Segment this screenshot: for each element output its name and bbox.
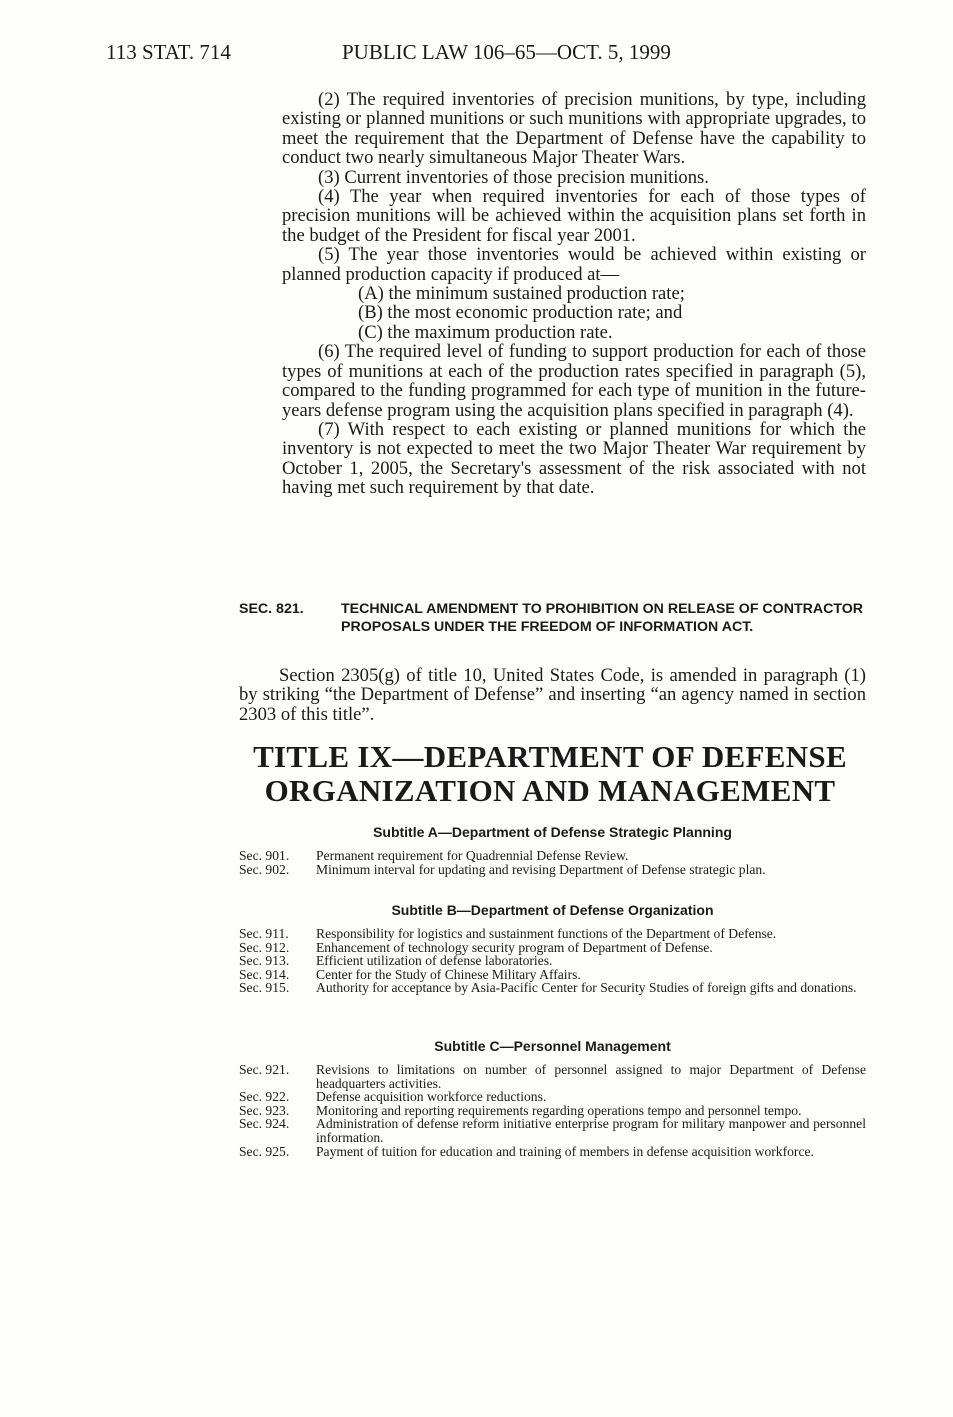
toc-item	[239, 1090, 866, 1104]
toc-item	[239, 849, 866, 863]
public-law-citation: PUBLIC LAW 106–65—OCT. 5, 1999	[342, 40, 671, 64]
subtitle-c-heading: Subtitle C—Personnel Management	[434, 1038, 671, 1054]
section-text: Section 2305(g) of title 10, United States Code, is amended in paragraph (1) by striking “the Department of Defense” and inserting “an agency named in section 2303 of this title”.	[239, 665, 866, 725]
toc-section-title: Enhancement of technology security program of Department of Defense.	[316, 939, 713, 955]
subparagraph-c: (C) the maximum production rate.	[358, 321, 613, 343]
subparagraph-b: (B) the most economic production rate; and	[358, 302, 683, 324]
title-line-2: ORGANIZATION AND MANAGEMENT	[264, 773, 836, 808]
paragraph-list	[282, 90, 866, 498]
toc-item	[239, 968, 866, 982]
toc-item	[239, 1145, 866, 1159]
toc-section-label: Sec. 901.	[239, 848, 290, 863]
paragraph-7: (7) With respect to each existing or planned munitions for which the inventory is not expected to meet the two Major Theater War requirement by October 1, 2005, the Secretary's assessment of the risk associated with not having met such requirement by that date.	[282, 418, 866, 499]
toc-section-title: Efficient utilization of defense laboratories.	[316, 953, 553, 969]
toc-item	[239, 863, 866, 877]
paragraph-3: (3) Current inventories of those precision munitions.	[318, 166, 709, 188]
toc-section-title: Revisions to limitations on number of personnel assigned to major Department of Defense headquarters activities.	[316, 1062, 866, 1091]
statute-page-number: 113 STAT. 714	[106, 40, 231, 64]
toc-section-title: Administration of defense reform initiative enterprise program for military manpower and personnel information.	[316, 1116, 866, 1145]
paragraph-4: (4) The year when required inventories for each of those types of precision munitions will be achieved within the acquisition plans set forth in the budget of the President for fiscal year 2001.	[282, 186, 866, 246]
title-line-1: TITLE IX—DEPARTMENT OF DEFENSE	[253, 739, 847, 774]
toc-section-label: Sec. 915.	[239, 980, 290, 996]
subtitle-a-heading: Subtitle A—Department of Defense Strategic Planning	[373, 824, 732, 840]
toc-section-label: Sec. 913.	[239, 953, 290, 969]
section-title: TECHNICAL AMENDMENT TO PROHIBITION ON RELEASE OF CONTRACTOR PROPOSALS UNDER THE FREEDOM OF INFORMATION ACT.	[341, 601, 864, 635]
toc-section-label: Sec. 914.	[239, 966, 290, 982]
subtitle-b-toc	[239, 927, 866, 995]
subtitle-a-toc	[239, 849, 866, 876]
toc-item	[239, 941, 866, 955]
toc-section-title: Defense acquisition workforce reductions.	[316, 1089, 547, 1105]
toc-section-title: Authority for acceptance by Asia-Pacific Center for Security Studies of foreign gifts and donations.	[316, 980, 857, 996]
running-header	[106, 40, 893, 70]
title-heading	[200, 740, 900, 808]
toc-section-title: Permanent requirement for Quadrennial Defense Review.	[316, 848, 629, 863]
toc-section-label: Sec. 921.	[239, 1062, 290, 1077]
subparagraph-a: (A) the minimum sustained production rate;	[358, 283, 685, 305]
subtitle-b-heading: Subtitle B—Department of Defense Organization	[391, 902, 714, 918]
toc-item	[239, 981, 866, 995]
toc-section-label: Sec. 924.	[239, 1116, 290, 1132]
toc-item	[239, 1063, 866, 1090]
paragraph-6: (6) The required level of funding to support production for each of those types of munitions at each of the production rates specified in paragraph (5), compared to the funding programmed for each type of munition in the future-years defense program using the acquisition plans specified in paragraph (4).	[282, 341, 866, 421]
paragraph-2: (2) The required inventories of precision munitions, by type, including existing or planned munitions or such munitions with appropriate upgrades, to meet the requirement that the Department of Defense have the capability to conduct two nearly simultaneous Major Theater Wars.	[282, 89, 866, 169]
toc-section-title: Center for the Study of Chinese Military Affairs.	[316, 966, 581, 982]
toc-section-label: Sec. 923.	[239, 1102, 290, 1118]
subtitle-c-toc	[239, 1063, 866, 1158]
toc-section-title: Monitoring and reporting requirements regarding operations tempo and personnel tempo.	[316, 1102, 802, 1118]
toc-item	[239, 1117, 866, 1144]
toc-section-label: Sec. 912.	[239, 939, 290, 955]
toc-section-label: Sec. 911.	[239, 926, 289, 941]
section-body	[239, 666, 866, 724]
paragraph-5: (5) The year those inventories would be achieved within existing or planned production capacity if produced at—	[282, 244, 866, 285]
toc-section-title: Payment of tuition for education and training of members in defense acquisition workforce.	[316, 1143, 814, 1159]
toc-section-title: Responsibility for logistics and sustainment functions of the Department of Defense.	[316, 926, 777, 941]
toc-item	[239, 1104, 866, 1118]
toc-section-title: Minimum interval for updating and revising Department of Defense strategic plan.	[316, 861, 766, 877]
toc-section-label: Sec. 902.	[239, 861, 290, 877]
toc-item	[239, 927, 866, 941]
section-number: SEC. 821.	[239, 601, 304, 617]
toc-section-label: Sec. 922.	[239, 1089, 290, 1105]
toc-section-label: Sec. 925.	[239, 1143, 290, 1159]
toc-item	[239, 954, 866, 968]
